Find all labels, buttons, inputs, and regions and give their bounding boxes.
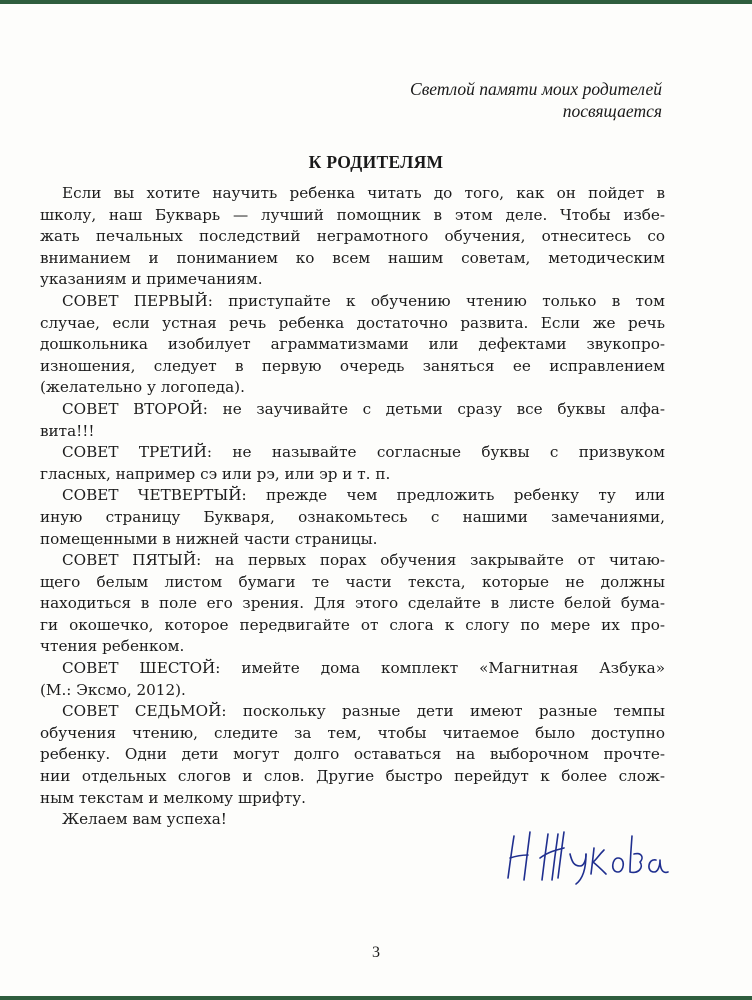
- bottom-rule: [0, 996, 752, 1000]
- body-text: [40, 183, 665, 831]
- paragraph-line: обучения чтению, следите за тем, чтобы читаемое было доступно: [40, 723, 665, 742]
- paragraph-line: дошкольника изобилует аграмматизмами или дефектами звукопро-: [40, 335, 665, 354]
- dedication: [202, 78, 662, 122]
- paragraph-line: гласных, например сэ или рэ, или эр и т. п.: [40, 464, 391, 483]
- paragraph-line: вниманием и пониманием ко всем нашим советам, методическим: [40, 248, 665, 267]
- paragraph-line: ребенку. Одни дети могут долго оставаться на выборочном прочте-: [40, 745, 665, 764]
- paragraph-first-line: СОВЕТ ШЕСТОЙ: имейте дома комплект «Магнитная Азбука»: [62, 659, 665, 678]
- paragraph-line: жать печальных последствий неграмотного обучения, отнеситесь со: [40, 227, 665, 246]
- paragraph-first-line: СОВЕТ СЕДЬМОЙ: поскольку разные дети имеют разные темпы: [62, 702, 665, 721]
- paragraph-first-line: СОВЕТ ПЕРВЫЙ: приступайте к обучению чтению только в том: [62, 291, 665, 310]
- paragraph-line: помещенными в нижней части страницы.: [40, 529, 378, 548]
- page-title: К РОДИТЕЛЯМ: [308, 152, 444, 172]
- paragraph-first-line: Желаем вам успеха!: [62, 810, 227, 829]
- paragraph-first-line: СОВЕТ ВТОРОЙ: не заучивайте с детьми сразу все буквы алфа-: [62, 399, 665, 418]
- paragraph-line: (М.: Эксмо, 2012).: [40, 680, 186, 699]
- dedication-line-1: Светлой памяти моих родителей: [410, 79, 662, 99]
- paragraph-line: (желательно у логопеда).: [40, 378, 245, 397]
- paragraph-line: изношения, следует в первую очередь заняться ее исправлением: [40, 356, 665, 375]
- paragraph-first-line: СОВЕТ ПЯТЫЙ: на первых порах обучения закрывайте от читаю-: [62, 551, 665, 570]
- paragraph-first-line: СОВЕТ ТРЕТИЙ: не называйте согласные буквы с призвуком: [62, 443, 665, 462]
- paragraph-first-line: СОВЕТ ЧЕТВЕРТЫЙ: прежде чем предложить ребенку ту или: [62, 486, 665, 505]
- paragraph-line: случае, если устная речь ребенка достаточно развита. Если же речь: [40, 313, 665, 332]
- signature: [500, 818, 680, 888]
- paragraph-line: ным текстам и мелкому шрифту.: [40, 788, 306, 807]
- paragraph-line: находиться в поле его зрения. Для этого сделайте в листе белой бума-: [40, 594, 665, 613]
- paragraph-line: щего белым листом бумаги те части текста, которые не должны: [40, 572, 665, 591]
- paragraph-line: указаниям и примечаниям.: [40, 270, 263, 289]
- paragraph-line: ги окошечко, которое передвигайте от слога к слогу по мере их про-: [40, 615, 665, 634]
- paragraph-line: чтения ребенком.: [40, 637, 185, 656]
- paragraph-line: нии отдельных слогов и слов. Другие быстро перейдут к более слож-: [40, 767, 665, 786]
- paragraph-line: иную страницу Букваря, ознакомьтесь с нашими замечаниями,: [40, 507, 665, 526]
- page-number: 3: [372, 944, 380, 961]
- dedication-line-2: посвящается: [562, 101, 662, 121]
- paragraph-first-line: Если вы хотите научить ребенка читать до того, как он пойдет в: [62, 184, 665, 202]
- paragraph-line: школу, наш Букварь — лучший помощник в этом деле. Чтобы избе-: [40, 205, 665, 224]
- paragraph-line: вита!!!: [40, 421, 95, 440]
- top-rule: [0, 0, 752, 4]
